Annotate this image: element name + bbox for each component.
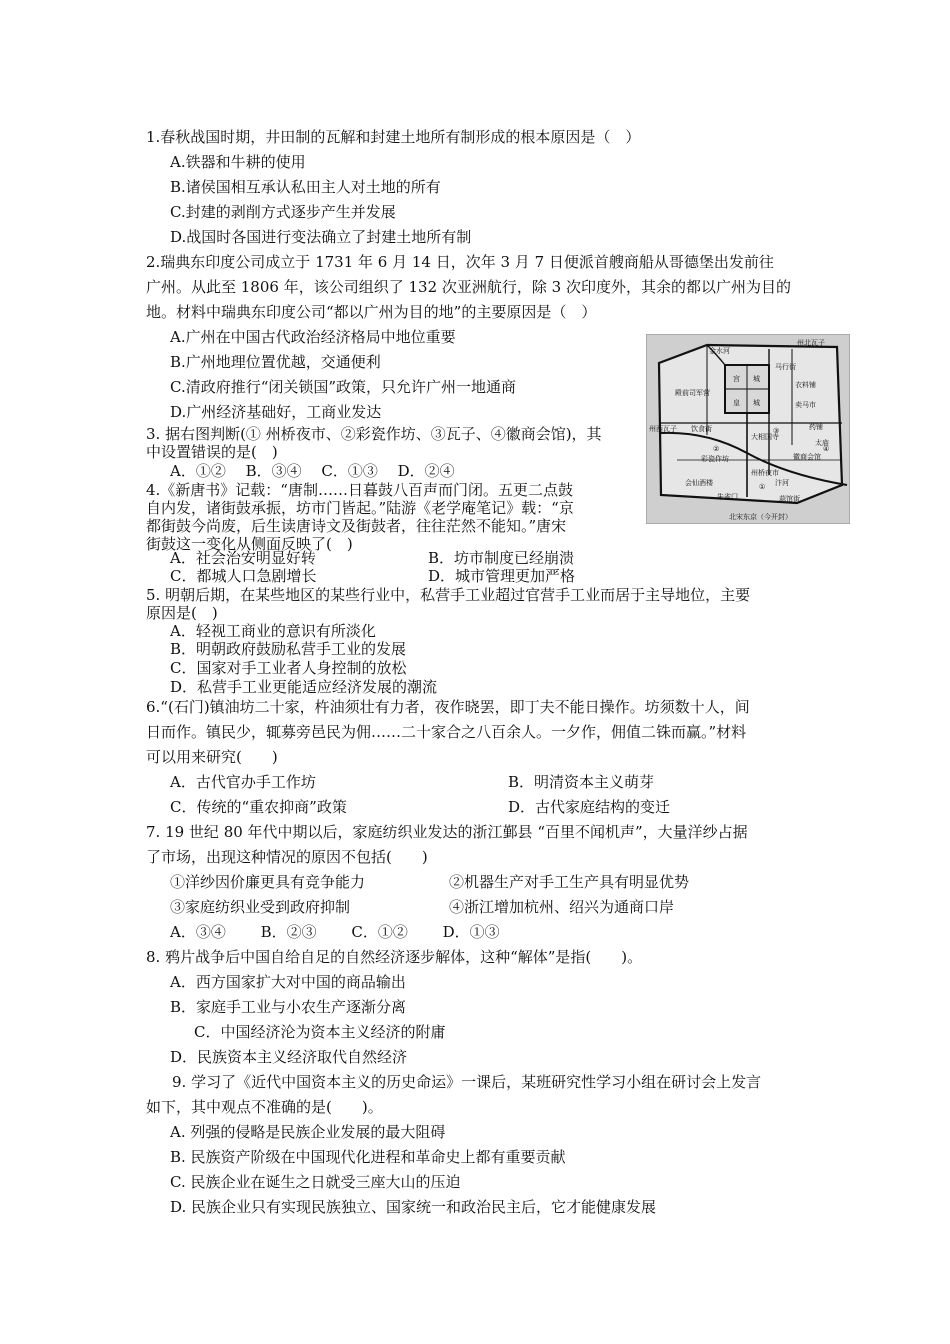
q2-option-d: D.广州经济基础好，工商业发达	[170, 403, 382, 421]
label-n3: ③	[773, 427, 780, 435]
q8-option-b: B．家庭手工业与小农生产逐渐分离	[170, 998, 407, 1016]
q8-option-c: C．中国经济沦为资本主义经济的附庸	[194, 1023, 446, 1041]
q9-option-a: A. 列强的侵略是民族企业发展的最大阻碍	[170, 1123, 446, 1141]
q3-stem-line1: 3. 据右图判断(① 州桥夜市、②彩瓷作坊、③瓦子、④徽商会馆)，其	[146, 425, 602, 443]
q3-options: A．①② B．③④ C．①③ D．②④	[170, 462, 455, 480]
label-taimiao: 太庙	[815, 439, 829, 447]
q8-stem: 8. 鸦片战争后中国自给自足的自然经济逐步解体，这种“解体”是指( )。	[146, 948, 643, 966]
label-cheng2: 城	[753, 399, 760, 407]
label-yinshi: 饮食街	[691, 425, 712, 433]
q9-option-b: B. 民族资产阶级在中国现代化进程和革命史上都有重要贡献	[170, 1148, 566, 1166]
q2-stem-line1: 2.瑞典东印度公司成立于 1731 年 6 月 14 日，次年 3 月 7 日便派首艘商船从哥德堡出发前往	[146, 253, 774, 271]
q6-stem-line1: 6.“(石门)镇油坊二十家，杵油须壮有力者，夜作晓罢，即丁夫不能日操作。坊须数十人，间	[146, 698, 750, 716]
kaifeng-map	[646, 334, 850, 524]
label-zhouxi: 州西瓦子	[649, 425, 677, 433]
label-maxing: 马行街	[775, 363, 796, 371]
q4-stem-line3: 都街鼓今尚废，后生读唐诗文及街鼓者，往往茫然不能知。”唐宋	[146, 517, 567, 535]
label-gong: 宫	[733, 375, 740, 383]
label-n1: ①	[759, 483, 766, 491]
q1-option-c: C.封建的剥削方式逐步产生并发展	[170, 203, 396, 221]
q1-option-d: D.战国时各国进行变法确立了封建土地所有制	[170, 228, 472, 246]
label-n4: ④	[823, 445, 830, 453]
q6-option-a: A．古代官办手工作坊	[170, 773, 316, 791]
label-huang: 皇	[733, 399, 740, 407]
label-maima: 卖马市	[795, 401, 816, 409]
q6-option-c: C．传统的“重农抑商”政策	[170, 798, 347, 816]
q5-option-d: D．私营手工业更能适应经济发展的潮流	[170, 678, 438, 696]
label-yiguan: 蒜馆街	[779, 495, 800, 503]
q3-stem-line2: 中设置错误的是( )	[146, 443, 278, 461]
q6-stem-line2: 日而作。镇民少，辄募旁邑民为佣……二十家合之八百余人。一夕作，佣值二铢而赢。”材料	[146, 723, 747, 741]
q5-stem-line2: 原因是( )	[146, 604, 218, 622]
label-bian: 汴河	[775, 479, 789, 487]
q4-stem-line4: 街鼓这一变化从侧面反映了( )	[146, 535, 353, 553]
q5-stem-line1: 5. 明朝后期，在某些地区的某些行业中，私营手工业超过官营手工业而居于主导地位，主要	[146, 586, 751, 604]
q9-stem-line1: 9. 学习了《近代中国资本主义的历史命运》一课后，某班研究性学习小组在研讨会上发言	[172, 1073, 762, 1091]
label-huishang: 徽商会馆	[793, 453, 821, 461]
map-caption: 北宋东京（今开封）	[729, 513, 792, 521]
q5-option-a: A．轻视工商业的意识有所淡化	[170, 622, 376, 640]
q6-option-b: B．明清资本主义萌芽	[508, 773, 655, 791]
kaifeng-map-drawing	[647, 335, 849, 523]
q2-option-c: C.清政府推行“闭关锁国”政策，只允许广州一地通商	[170, 378, 517, 396]
q6-option-d: D．古代家庭结构的变迁	[508, 798, 671, 816]
q2-stem-line2: 广州。从此至 1806 年，该公司组织了 132 次亚洲航行，除 3 次印度外，其余的都以广州为目的	[146, 278, 791, 296]
q6-stem-line3: 可以用来研究( )	[146, 748, 278, 766]
q1-option-a: A.铁器和牛耕的使用	[170, 153, 306, 171]
label-zhoubei: 州北瓦子	[797, 339, 825, 347]
q9-stem-line2: 如下，其中观点不准确的是( )。	[146, 1098, 383, 1116]
label-cheng: 城	[753, 375, 760, 383]
q9-option-d: D. 民族企业只有实现民族独立、国家统一和政治民主后，它才能健康发展	[170, 1198, 657, 1216]
q8-option-d: D．民族资本主义经济取代自然经济	[170, 1048, 408, 1066]
q7-stem-line2: 了市场，出现这种情况的原因不包括( )	[146, 848, 428, 866]
q7-stem-line1: 7. 19 世纪 80 年代中期以后，家庭纺织业发达的浙江鄞县 “百里不闻机声”，大量洋纱占据	[146, 823, 748, 841]
q4-stem-line1: 4.《新唐书》记载：“唐制……日暮鼓八百声而门闭。五更二点鼓	[146, 481, 573, 499]
q7-options: A．③④ B．②③ C．①② D．①③	[170, 923, 500, 941]
label-yaopu: 药铺	[809, 423, 823, 431]
q7-item-2: ②机器生产对手工生产具有明显优势	[449, 873, 690, 891]
q7-item-3: ③家庭纺织业受到政府抑制	[170, 898, 351, 916]
label-zhouqiao: 州桥夜市	[751, 469, 779, 477]
label-jinshui: 金水河	[709, 347, 730, 355]
q4-option-a: A．社会治安明显好转	[170, 549, 316, 567]
label-xiangguo: 大相国寺	[751, 433, 779, 441]
q1-stem: 1.春秋战国时期，井田制的瓦解和封建土地所有制形成的根本原因是（ ）	[146, 128, 641, 146]
q4-stem-line2: 自内发，诸街鼓承振，坊市门皆起。”陆游《老学庵笔记》载：“京	[146, 499, 574, 517]
q4-option-c: C．都城人口急剧增长	[170, 567, 317, 585]
q1-option-b: B.诸侯国相互承认私田主人对土地的所有	[170, 178, 441, 196]
q8-option-a: A．西方国家扩大对中国的商品输出	[170, 973, 406, 991]
q2-stem-line3: 地。材料中瑞典东印度公司“都以广州为目的地”的主要原因是（ ）	[146, 303, 597, 321]
q4-option-d: D．城市管理更加严格	[428, 567, 576, 585]
label-dianqian: 殿前司军营	[675, 389, 710, 397]
q5-option-c: C．国家对手工业者人身控制的放松	[170, 659, 407, 677]
label-huixian: 会仙酒楼	[685, 479, 713, 487]
q2-option-a: A.广州在中国古代政治经济格局中地位重要	[170, 328, 456, 346]
q7-item-4: ④浙江增加杭州、绍兴为通商口岸	[449, 898, 675, 916]
q4-option-b: B．坊市制度已经崩溃	[428, 549, 575, 567]
label-zhuque: 朱雀门	[717, 493, 738, 501]
q9-option-c: C. 民族企业在诞生之日就受三座大山的压迫	[170, 1173, 461, 1191]
q7-item-1: ①洋纱因价廉更具有竞争能力	[170, 873, 366, 891]
label-caici: 彩瓷作坊	[701, 455, 729, 463]
q2-option-b: B.广州地理位置优越，交通便利	[170, 353, 381, 371]
label-yiliang: 衣料铺	[795, 381, 816, 389]
q5-option-b: B．明朝政府鼓励私营手工业的发展	[170, 640, 407, 658]
label-n2: ②	[713, 445, 720, 453]
